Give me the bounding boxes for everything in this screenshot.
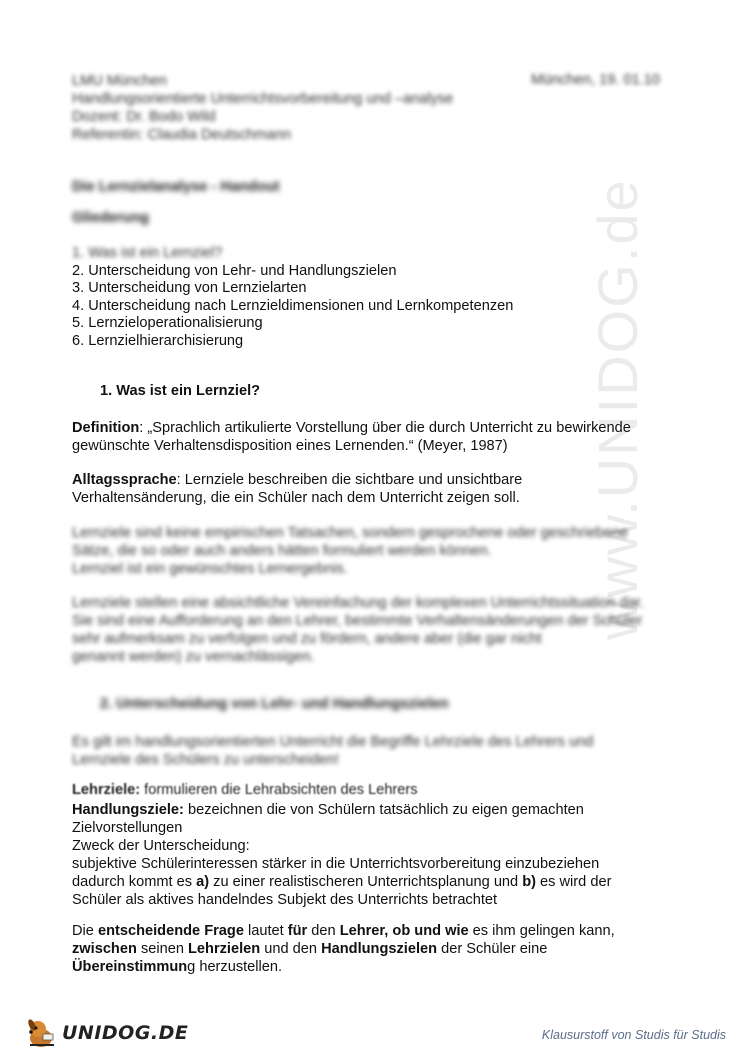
blurred-line: Es gilt im handlungsorientierten Unterricht die Begriffe Lehrziele des Lehrers und bbox=[72, 734, 594, 750]
zweck-text: zu einer realistischeren Unterrichtsplanung und bbox=[209, 874, 523, 890]
frage-emphasis: Lehrer, ob und wie bbox=[339, 923, 469, 939]
table-of-contents bbox=[72, 245, 513, 350]
blurred-line: Lernziele stellen eine absichtliche Vereinfachung der komplexen Unterrichtssituation dar. bbox=[72, 595, 644, 611]
header-course: Handlungsorientierte Unterrichtsvorbereitung und –analyse bbox=[72, 91, 454, 107]
frage-text: Die bbox=[72, 923, 98, 939]
frage-text: den bbox=[307, 923, 340, 939]
frage-paragraph bbox=[72, 922, 615, 976]
lehrziele-label: Lehrziele: bbox=[72, 782, 141, 798]
handlungsziele-paragraph bbox=[72, 801, 611, 909]
toc-item: 5. Lernzieloperationalisierung bbox=[72, 315, 263, 331]
alltag-paragraph bbox=[72, 471, 522, 507]
blurred-line: Sätze, die so oder auch anders hätten formuliert werden können. bbox=[72, 543, 492, 559]
definition-text: gewünschte Verhaltensdisposition eines Lernenden.“ (Meyer, 1987) bbox=[72, 438, 508, 454]
zweck-text: Schüler als aktives handelndes Subjekt des Unterrichts betrachtet bbox=[72, 892, 498, 908]
footer-logo[interactable] bbox=[24, 1016, 188, 1050]
toc-item: 1. Was ist ein Lernziel? bbox=[72, 245, 223, 261]
blurred-paragraph bbox=[72, 733, 593, 769]
zweck-text: subjektive Schülerinteressen stärker in die Unterrichtsvorbereitung einzubeziehen bbox=[72, 856, 600, 872]
blurred-line: Lernziele des Schülers zu unterscheiden! bbox=[72, 752, 339, 768]
gliederung-heading: Gliederung bbox=[72, 210, 150, 226]
blurred-paragraph bbox=[72, 524, 628, 578]
frage-emphasis: Übereinstimmun bbox=[72, 959, 188, 975]
frage-text: lautet bbox=[243, 923, 288, 939]
handlungsziele-text: bezeichnen die von Schülern tatsächlich zu eigen gemachten bbox=[183, 802, 584, 818]
lehrziele-line bbox=[72, 781, 418, 799]
zweck-text: dadurch kommt es bbox=[72, 874, 197, 890]
frage-emphasis: zwischen bbox=[72, 941, 137, 957]
frage-text: es ihm gelingen kann, bbox=[468, 923, 615, 939]
frage-emphasis: entscheidende Frage bbox=[97, 923, 244, 939]
frage-text: der Schüler eine bbox=[437, 941, 548, 957]
definition-paragraph bbox=[72, 419, 631, 455]
watermark: www.UNIDOG.de bbox=[586, 178, 649, 640]
header-university: LMU München bbox=[72, 73, 167, 89]
zweck-marker-b: b) bbox=[522, 874, 536, 890]
lehrziele-text: formulieren die Lehrabsichten des Lehrers bbox=[140, 782, 418, 798]
section-heading: 1. Was ist ein Lernziel? bbox=[100, 383, 261, 399]
handlungsziele-text: Zielvorstellungen bbox=[72, 820, 183, 836]
toc-item: 2. Unterscheidung von Lehr- und Handlungszielen bbox=[72, 262, 397, 279]
blurred-line: Sie sind eine Aufforderung an den Lehrer, bestimmte Verhaltensänderungen der Schüler bbox=[72, 613, 643, 629]
footer-brand: UNIDOG.DE bbox=[62, 1022, 189, 1044]
toc-item: 3. Unterscheidung von Lernzielarten bbox=[72, 280, 307, 296]
toc-item: 6. Lernzielhierarchisierung bbox=[72, 332, 244, 349]
frage-text: seinen bbox=[136, 941, 189, 957]
frage-emphasis: für bbox=[287, 923, 308, 939]
definition-text: : „Sprachlich artikulierte Vorstellung über die durch Unterricht zu bewirkende bbox=[139, 420, 631, 436]
blurred-line: sehr aufmerksam zu verfolgen und zu fördern, andere aber (die gar nicht bbox=[72, 631, 542, 647]
frage-emphasis: Handlungszielen bbox=[321, 941, 438, 957]
zweck-text: Zweck der Unterscheidung: bbox=[72, 838, 250, 854]
document-title: Die Lernzielanalyse - Handout bbox=[72, 179, 280, 195]
zweck-marker-a: a) bbox=[196, 874, 210, 890]
header-presenter: Referentin: Claudia Deutschmann bbox=[72, 127, 292, 143]
blurred-line: genannt werden) zu vernachlässigen. bbox=[72, 649, 315, 665]
header-lecturer: Dozent: Dr. Bodo Wild bbox=[72, 109, 216, 125]
handlungsziele-label: Handlungsziele: bbox=[72, 802, 184, 818]
blurred-line: Lernziele sind keine empirischen Tatsachen, sondern gesprochene oder geschriebene bbox=[72, 525, 629, 541]
frage-text: g herzustellen. bbox=[187, 959, 283, 975]
zweck-text: es wird der bbox=[536, 874, 612, 890]
blurred-paragraph bbox=[72, 594, 644, 666]
alltag-label: Alltagssprache bbox=[72, 472, 177, 488]
blurred-line: Lernziel ist ein gewünschtes Lernergebnis. bbox=[72, 561, 348, 577]
header-date: München, 19. 01.10 bbox=[530, 72, 660, 88]
section-heading: 2. Unterscheidung von Lehr- und Handlungszielen bbox=[100, 696, 449, 712]
footer-tagline: Klausurstoff von Studis für Studis bbox=[541, 1028, 726, 1042]
frage-text: und den bbox=[260, 941, 322, 957]
alltag-text: Verhaltensänderung, die ein Schüler nach dem Unterricht zeigen soll. bbox=[72, 490, 520, 506]
dog-mascot-icon bbox=[24, 1016, 58, 1050]
toc-item: 4. Unterscheidung nach Lernzieldimensionen und Lernkompetenzen bbox=[72, 297, 514, 314]
alltag-text: : Lernziele beschreiben die sichtbare und unsichtbare bbox=[176, 472, 523, 488]
frage-emphasis: Lehrzielen bbox=[188, 941, 261, 957]
definition-label: Definition bbox=[72, 420, 140, 436]
document-header bbox=[72, 72, 453, 144]
